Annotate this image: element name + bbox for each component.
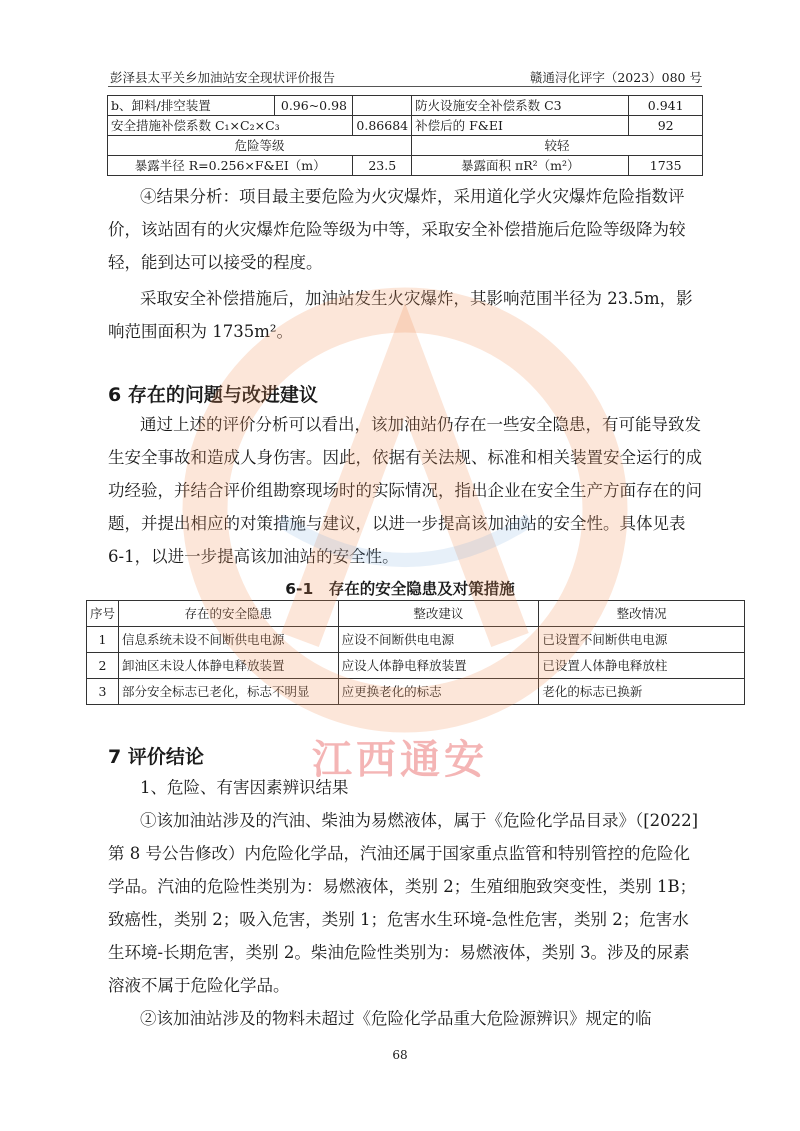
table-row (87, 679, 745, 705)
major-hazard-paragraph: ②该加油站涉及的物料未超过《危险化学品重大危险源辨识》规定的临 (140, 1009, 652, 1028)
table-cell: 补偿后的 F&EI (412, 116, 629, 136)
table-cell: 应更换老化的标志 (338, 679, 539, 705)
table-cell: 3 (87, 679, 119, 705)
table-caption: 6-1 存在的安全隐患及对策措施 (285, 580, 515, 598)
column-header: 序号 (87, 601, 119, 627)
table-cell: 老化的标志已换新 (539, 679, 745, 705)
table-row (87, 627, 745, 653)
impact-range-paragraph: 采取安全补偿措施后，加油站发生火灾爆炸，其影响范围半径为 23.5m，影响范围面积为 1735m²。 (108, 289, 693, 341)
hazard-identification-paragraph: ①该加油站涉及的汽油、柴油为易燃液体，属于《危险化学品目录》（[2022]第 8 号公告修改）内危险化学品，汽油还属于国家重点监管和特别管控的危险化学品。汽油的危险性类别为：易燃液体，类别 2；生殖细胞致突变性，类别 1B；致癌性，类别 2；吸入危害，类别 1；危害水生环境-急性危害，类别 2；危害水生环境-长期危害，类别 2。柴油危险性类别为：易燃液体，类别 3。涉及的尿素溶液不属于危险化学品。 (108, 811, 699, 995)
section-7-heading: 7 评价结论 (108, 746, 204, 768)
table-cell: 信息系统未设不间断供电电源 (119, 627, 339, 653)
result-analysis-paragraph: ④结果分析：项目最主要危险为火灾爆炸，采用道化学火灾爆炸危险指数评价，该站固有的火灾爆炸危险等级为中等，采取安全补偿措施后危险等级降为较轻，能到达可以接受的程度。 (108, 187, 686, 272)
header-report-title: 彭泽县太平关乡加油站安全现状评价报告 (110, 70, 336, 85)
table-cell: 部分安全标志已老化，标志不明显 (119, 679, 339, 705)
issues-table (86, 600, 745, 705)
page-number: 68 (392, 1048, 408, 1062)
table-row (87, 653, 745, 679)
table-cell: 已设置不间断供电电源 (539, 627, 745, 653)
table-cell: 23.5 (353, 156, 412, 176)
table-row (108, 156, 703, 176)
table-cell: 应设不间断供电电源 (338, 627, 539, 653)
watermark-text: 江西通安 (312, 737, 488, 783)
issues-intro-paragraph: 通过上述的评价分析可以看出，该加油站仍存在一些安全隐患，有可能导致发生安全事故和造成人身伤害。因此，依据有关法规、标准和相关装置安全运行的成功经验，并结合评价组勘察现场时的实际情况，指出企业在安全生产方面存在的问题，并提出相应的对策措施与建议，以进一步提高该加油站的安全性。具体见表 6-1，以进一步提高该加油站的安全性。 (108, 415, 702, 566)
table-cell: 应设人体静电释放装置 (338, 653, 539, 679)
table-cell: b、卸料/排空装置 (108, 96, 275, 116)
table-cell: 安全措施补偿系数 C₁×C₂×C₃ (108, 116, 353, 136)
table-cell (353, 96, 412, 116)
fei-summary-table (107, 95, 703, 176)
table-cell: 已设置人体静电释放柱 (539, 653, 745, 679)
subsection-heading: 1、危险、有害因素辨识结果 (140, 778, 349, 797)
table-row (108, 96, 703, 116)
page-header (108, 66, 702, 87)
table-cell: 92 (629, 116, 703, 136)
column-header: 整改建议 (338, 601, 539, 627)
table-cell: 较轻 (412, 136, 703, 156)
table-cell: 0.86684 (353, 116, 412, 136)
table-cell: 危险等级 (108, 136, 412, 156)
table-cell: 2 (87, 653, 119, 679)
header-document-number: 赣通浔化评字（2023）080 号 (529, 70, 702, 85)
table-cell: 防火设施安全补偿系数 C3 (412, 96, 629, 116)
table-cell: 0.941 (629, 96, 703, 116)
section-6-heading: 6 存在的问题与改进建议 (108, 384, 318, 406)
table-cell: 1735 (629, 156, 703, 176)
table-cell: 1 (87, 627, 119, 653)
column-header: 整改情况 (539, 601, 745, 627)
table-header-row (87, 601, 745, 627)
table-row (108, 136, 703, 156)
table-cell: 暴露半径 R=0.256×F&EI（m） (108, 156, 353, 176)
table-row (108, 116, 703, 136)
table-cell: 暴露面积 πR²（m²） (412, 156, 629, 176)
table-cell: 0.96~0.98 (275, 96, 353, 116)
column-header: 存在的安全隐患 (119, 601, 339, 627)
table-cell: 卸油区未设人体静电释放装置 (119, 653, 339, 679)
